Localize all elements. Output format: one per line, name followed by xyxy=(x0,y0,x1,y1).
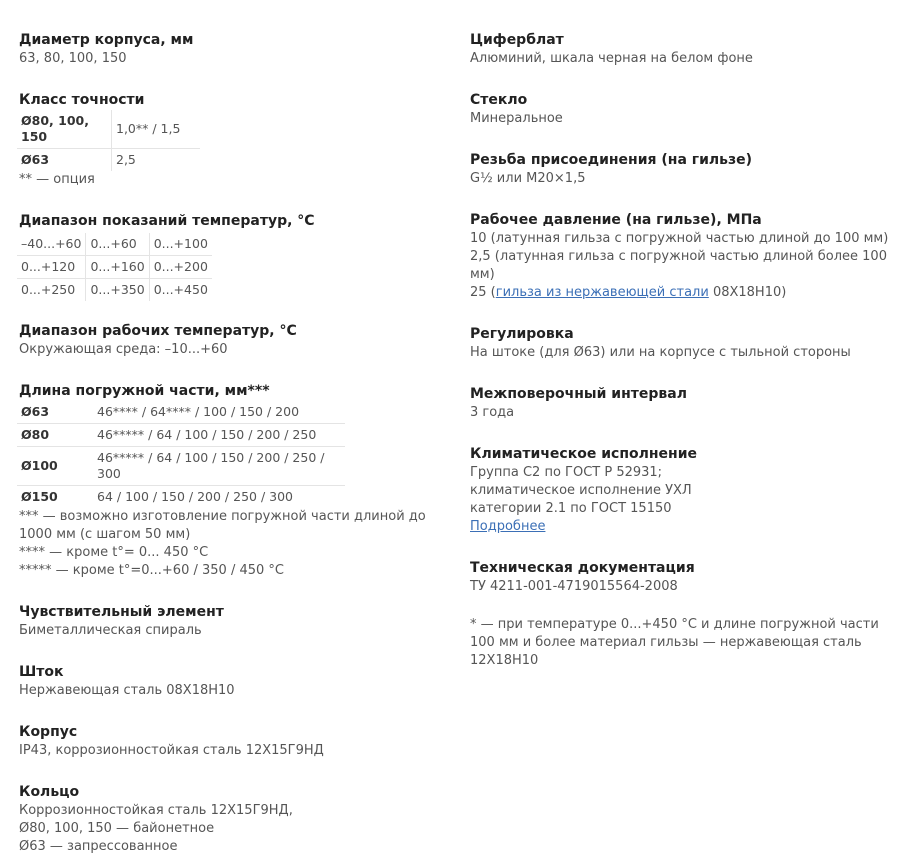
details-link[interactable]: Подробнее xyxy=(470,519,546,534)
section-value: 63, 80, 100, 150 xyxy=(19,51,127,66)
section-ring xyxy=(19,782,449,856)
table-cell: 46***** / 64 / 100 / 150 / 200 / 250 xyxy=(93,424,345,447)
section-title: Рабочее давление (на гильзе), МПа xyxy=(470,212,762,228)
table-cell: 0...+100 xyxy=(149,233,212,256)
table-row xyxy=(17,149,200,172)
section-interval xyxy=(470,384,890,422)
section-adjust xyxy=(470,324,890,362)
immersion-note: ***** — кроме t°=0...+60 / 350 / 450 °C xyxy=(19,563,284,578)
table-cell: Ø150 xyxy=(21,489,58,504)
text-span: 08Х18Н10) xyxy=(708,285,787,300)
section-title: Циферблат xyxy=(470,32,564,48)
table-cell: Ø63 xyxy=(17,401,93,424)
text-span: 25 ( xyxy=(470,285,496,300)
table-cell: Ø80, 100, 150 xyxy=(17,110,112,149)
section-title: Корпус xyxy=(19,724,78,740)
table-cell: 0...+60 xyxy=(86,233,149,256)
section-title: Техническая документация xyxy=(470,560,695,576)
section-title: Регулировка xyxy=(470,326,574,342)
section-line: Ø63 — запрессованное xyxy=(19,839,178,854)
section-title: Климатическое исполнение xyxy=(470,446,698,462)
section-range-work xyxy=(19,321,449,359)
section-range-display xyxy=(19,211,449,301)
immersion-note: **** — кроме t°= 0... 450 °C xyxy=(19,545,209,560)
section-docs xyxy=(470,558,890,596)
table-row xyxy=(17,279,212,302)
table-row xyxy=(17,424,345,447)
section-pressure xyxy=(470,210,890,302)
table-cell: 0...+120 xyxy=(17,256,86,279)
section-title: Кольцо xyxy=(19,784,80,800)
left-column xyxy=(19,30,449,856)
stainless-sleeve-link[interactable]: гильза из нержавеющей стали xyxy=(495,285,709,300)
table-cell: 2,5 xyxy=(116,152,136,167)
section-glass xyxy=(470,90,890,128)
table-cell: 0...+250 xyxy=(17,279,86,302)
section-line: Группа С2 по ГОСТ Р 52931; xyxy=(470,465,663,480)
table-row xyxy=(17,486,345,509)
section-title: Длина погружной части, мм*** xyxy=(19,383,270,399)
table-row xyxy=(17,401,345,424)
section-value: Алюминий, шкала черная на белом фоне xyxy=(470,51,753,66)
table-cell: –40...+60 xyxy=(17,233,86,256)
footnote: * — при температуре 0...+450 °С и длине погружной части 100 мм и более материал гильзы — нержавеющая сталь 12Х18Н10 xyxy=(470,617,879,668)
section-diameter xyxy=(19,30,449,68)
section-value: ТУ 4211-001-4719015564-2008 xyxy=(470,579,678,594)
section-title: Диаметр корпуса, мм xyxy=(19,32,194,48)
section-line: 2,5 (латунная гильза с погружной частью длиной более 100 мм) xyxy=(470,249,887,282)
section-value: Биметаллическая спираль xyxy=(19,623,202,638)
section-climate xyxy=(470,444,890,536)
section-title: Класс точности xyxy=(19,92,145,108)
section-value: Минеральное xyxy=(470,111,563,126)
table-cell: 0...+200 xyxy=(149,256,212,279)
section-title: Чувствительный элемент xyxy=(19,604,224,620)
section-sensor xyxy=(19,602,449,640)
section-stem xyxy=(19,662,449,700)
accuracy-table xyxy=(17,110,200,171)
section-case xyxy=(19,722,449,760)
table-cell: Ø100 xyxy=(17,447,93,486)
section-title: Стекло xyxy=(470,92,528,108)
section-value: На штоке (для Ø63) или на корпусе с тыльной стороны xyxy=(470,345,851,360)
table-cell: 0...+350 xyxy=(86,279,149,302)
section-title: Диапазон рабочих температур, °C xyxy=(19,323,297,339)
section-line: климатическое исполнение УХЛ xyxy=(470,483,692,498)
table-cell: 46**** / 64**** / 100 / 150 / 200 xyxy=(93,401,345,424)
section-line: категории 2.1 по ГОСТ 15150 xyxy=(470,501,672,516)
table-cell: Ø80 xyxy=(17,424,93,447)
section-line xyxy=(470,518,890,536)
section-line: Коррозионностойкая сталь 12Х15Г9НД, xyxy=(19,803,293,818)
section-value: IP43, коррозионностойкая сталь 12Х15Г9НД xyxy=(19,743,324,758)
immersion-note: *** — возможно изготовление погружной части длиной до 1000 мм (с шагом 50 мм) xyxy=(19,509,426,542)
section-line: Ø80, 100, 150 — байонетное xyxy=(19,821,215,836)
section-immersion xyxy=(19,381,449,580)
section-dial xyxy=(470,30,890,68)
section-accuracy xyxy=(19,90,449,189)
table-cell: 0...+160 xyxy=(86,256,149,279)
section-value: Окружающая среда: –10...+60 xyxy=(19,342,228,357)
section-title: Диапазон показаний температур, °C xyxy=(19,213,315,229)
section-title: Шток xyxy=(19,664,64,680)
table-row xyxy=(17,447,345,486)
section-title: Межповерочный интервал xyxy=(470,386,687,402)
range-table xyxy=(17,233,212,301)
section-thread xyxy=(470,150,890,188)
table-cell: Ø63 xyxy=(17,149,112,172)
accuracy-note: ** — опция xyxy=(19,172,95,187)
right-column xyxy=(470,30,890,670)
table-cell: 1,0** / 1,5 xyxy=(112,110,201,149)
section-value: G½ или М20×1,5 xyxy=(470,171,586,186)
table-row xyxy=(17,110,200,149)
section-line xyxy=(470,284,890,302)
section-value: Нержавеющая сталь 08Х18Н10 xyxy=(19,683,235,698)
section-line: 10 (латунная гильза с погружной частью длиной до 100 мм) xyxy=(470,231,889,246)
table-cell: 0...+450 xyxy=(153,282,208,297)
table-cell: 64 / 100 / 150 / 200 / 250 / 300 xyxy=(97,489,293,504)
section-title: Резьба присоединения (на гильзе) xyxy=(470,152,753,168)
table-row xyxy=(17,256,212,279)
table-cell: 46***** / 64 / 100 / 150 / 200 / 250 / 300 xyxy=(93,447,345,486)
section-value: 3 года xyxy=(470,405,515,420)
table-row xyxy=(17,233,212,256)
immersion-table xyxy=(17,401,345,508)
